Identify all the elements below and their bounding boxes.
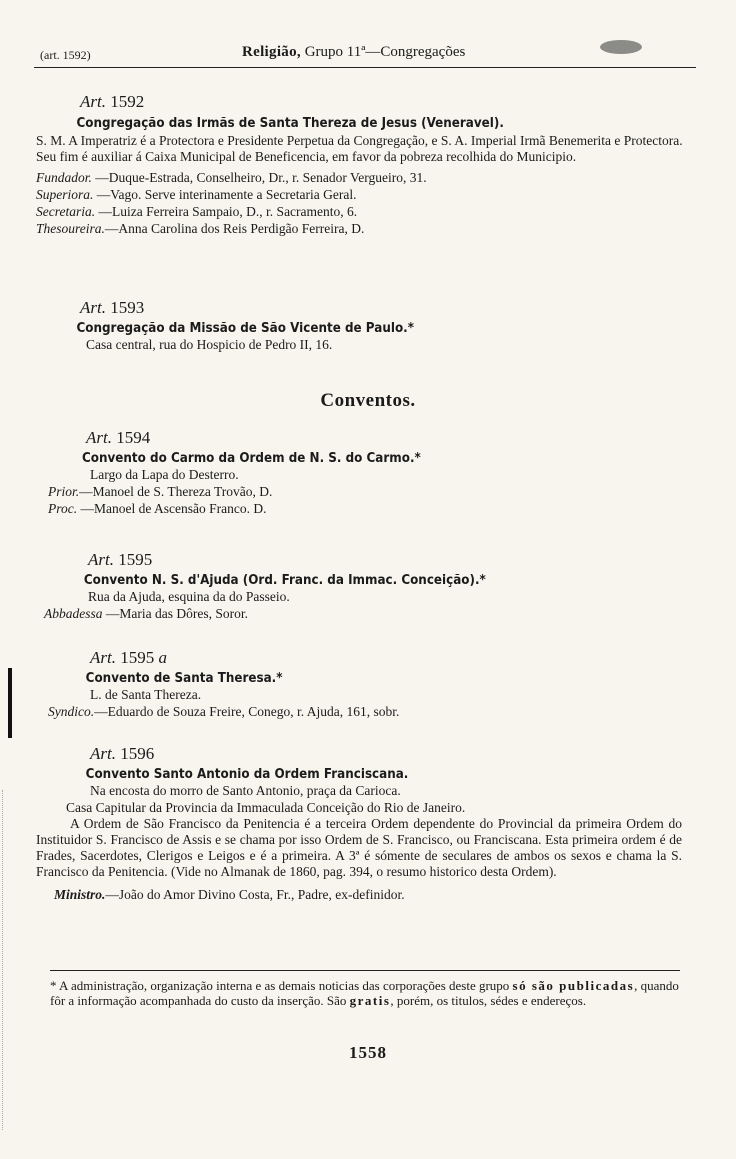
officer-name: —Duque-Estrada, Conselheiro, Dr., r. Senador Vergueiro, 31. xyxy=(91,170,427,185)
header-title-bold: Religião, xyxy=(242,44,301,60)
article-label: Art. xyxy=(88,550,114,569)
article-address: Casa central, rua do Hospicio de Pedro II, 16. xyxy=(86,337,333,352)
officer-name: —Manoel de Ascensão Franco. D. xyxy=(77,501,267,516)
scan-blot xyxy=(600,40,642,54)
header-rule xyxy=(34,67,696,68)
article-heading xyxy=(36,744,686,764)
scan-margin-noise xyxy=(2,790,21,1130)
header-title xyxy=(242,44,465,61)
article-paragraph: A Ordem de São Francisco da Penitencia é a terceira Ordem dependente do Provincial da primeira Ordem do Instituidor S. Francisco de Assis e se chama por isso Ordem de S. Francisco, ou Franciscana. Esta primeira ordem é de Frades, Sacerdotes, Clerigos e Leigos e é a primeira. A 3ª é sómente de seculares de ambos os sexos e chama la S. Francisco da Penitencia. (Vide no Almanak de 1860, pag. 394, o resumo historico desta Ordem). xyxy=(36,816,682,879)
article-title: Congregação da Missão de São Vicente de Paulo.* xyxy=(76,321,414,336)
officer-row xyxy=(36,203,686,220)
officer-row xyxy=(36,605,686,622)
officer-role: Superiora. xyxy=(36,187,94,202)
article-1595 xyxy=(36,550,686,622)
officer-row xyxy=(36,483,686,500)
article-number: 1594 xyxy=(116,428,151,447)
article-title: Convento de Santa Theresa.* xyxy=(85,671,283,686)
officer-role: Prior. xyxy=(48,484,80,499)
article-address: Na encosta do morro de Santo Antonio, praça da Carioca. xyxy=(90,783,401,798)
officer-name: —Luiza Ferreira Sampaio, D., r. Sacramento, 6. xyxy=(95,204,358,219)
officer-name: —Manoel de S. Thereza Trovão, D. xyxy=(79,484,273,499)
article-number: 1592 xyxy=(110,92,145,111)
officer-name: —Anna Carolina dos Reis Perdigão Ferreira, D. xyxy=(104,221,365,236)
officer-role: Ministro. xyxy=(54,887,106,902)
officer-name: —João do Amor Divino Costa, Fr., Padre, ex-definidor. xyxy=(105,887,405,902)
officer-role: Secretaria. xyxy=(36,204,96,219)
officer-role: Thesoureira. xyxy=(36,221,105,236)
article-address: L. de Santa Thereza. xyxy=(90,687,202,702)
article-number: 1595 xyxy=(120,648,155,667)
article-heading xyxy=(36,648,686,668)
footnote-text: * A administração, organização interna e as demais noticias das corporações deste grupo xyxy=(50,978,513,993)
officer-list xyxy=(36,169,686,237)
officer-row xyxy=(36,500,686,517)
article-label: Art. xyxy=(90,744,116,763)
scan-edge-mark xyxy=(8,668,12,738)
article-paragraph: Seu fim é auxiliar á Caixa Municipal de Beneficencia, em favor da pobreza recolhida do Municipio. xyxy=(36,149,577,164)
officer-role: Fundador. xyxy=(36,170,92,185)
article-address: Largo da Lapa do Desterro. xyxy=(90,467,239,482)
article-title: Convento do Carmo da Ordem de N. S. do Carmo.* xyxy=(82,451,421,466)
article-1593 xyxy=(36,298,686,353)
article-title: Convento N. S. d'Ajuda (Ord. Franc. da Immac. Conceição).* xyxy=(83,573,486,588)
header-title-rest: Grupo 11ª—Congregações xyxy=(300,44,466,60)
article-number: 1593 xyxy=(110,298,145,317)
officer-row xyxy=(36,186,686,203)
article-title: Convento Santo Antonio da Ordem Franciscana. xyxy=(85,767,409,782)
officer-row xyxy=(36,169,686,186)
officer-name: —Vago. Serve interinamente a Secretaria Geral. xyxy=(93,187,357,202)
page-number: 1558 xyxy=(349,1043,387,1062)
header-article-ref: (art. 1592) xyxy=(40,48,91,62)
officer-name: —Eduardo de Souza Freire, Conego, r. Ajuda, 161, sobr. xyxy=(94,704,400,719)
officer-row xyxy=(36,703,686,720)
footnote-emphasis: só são publicadas xyxy=(512,978,635,993)
article-1594 xyxy=(36,428,686,517)
officer-name: —Maria das Dôres, Soror. xyxy=(102,606,248,621)
article-heading xyxy=(36,428,686,448)
article-1595a xyxy=(36,648,686,720)
article-number: 1596 xyxy=(120,744,155,763)
article-heading xyxy=(36,92,686,112)
article-label: Art. xyxy=(90,648,116,667)
officer-role: Abbadessa xyxy=(44,606,103,621)
article-label: Art. xyxy=(80,298,106,317)
footnote xyxy=(50,978,680,1008)
article-suffix: a xyxy=(158,648,167,667)
article-1596 xyxy=(36,744,686,903)
footnote-emphasis: gratis xyxy=(349,993,391,1008)
article-title: Congregação das Irmãs de Santa Thereza de Jesus (Veneravel). xyxy=(76,116,504,131)
article-heading xyxy=(36,298,686,318)
officer-row xyxy=(36,220,686,237)
article-1592 xyxy=(36,92,686,237)
article-heading xyxy=(36,550,686,570)
footnote-rule xyxy=(50,970,680,971)
footnote-text: , porém, os titulos, sédes e endereços. xyxy=(390,993,587,1008)
officer-row xyxy=(36,886,686,903)
article-note: Casa Capitular da Provincia da Immaculada Conceição do Rio de Janeiro. xyxy=(66,800,466,815)
article-label: Art. xyxy=(80,92,106,111)
article-address: Rua da Ajuda, esquina da do Passeio. xyxy=(88,589,290,604)
running-header xyxy=(34,44,696,66)
section-title: Conventos. xyxy=(320,390,416,411)
footnote-text: , quando fôr a informação acompanhada do custo da inserção. São xyxy=(50,978,679,1008)
article-paragraph: S. M. A Imperatriz é a Protectora e Presidente Perpetua da Congregação, e S. A. Imperial Irmã Benemerita e Protectora. xyxy=(36,133,683,148)
article-number: 1595 xyxy=(118,550,153,569)
article-label: Art. xyxy=(86,428,112,447)
officer-role: Syndico. xyxy=(48,704,95,719)
officer-role: Proc. xyxy=(48,501,78,516)
